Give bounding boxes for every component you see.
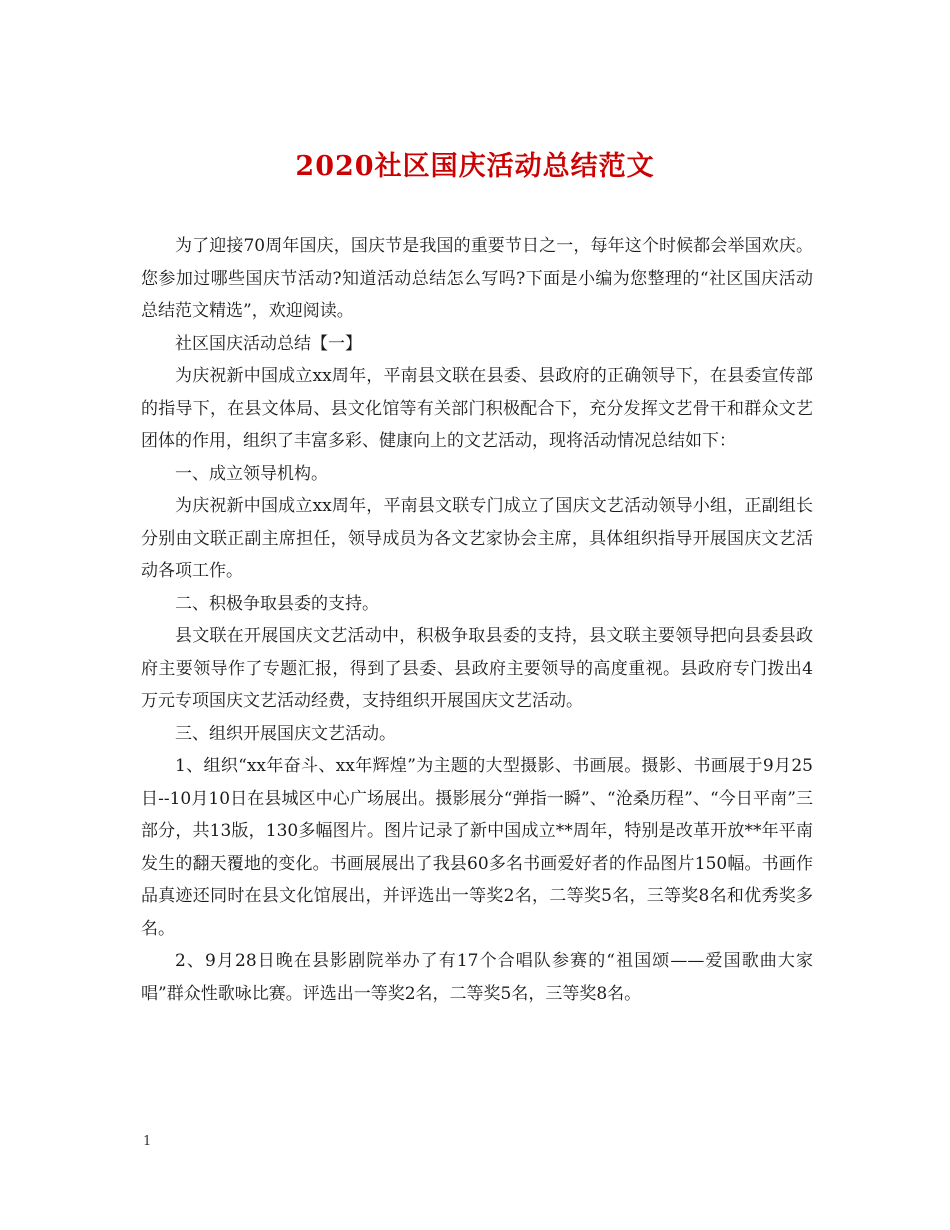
body-paragraph: 县文联在开展国庆文艺活动中，积极争取县委的支持，县文联主要领导把向县委县政府主要领导作了专题汇报，得到了县委、县政府主要领导的高度重视。县政府专门拨出4万元专项国庆文艺活动经费，支持组织开展国庆文艺活动。 bbox=[141, 626, 813, 711]
body-paragraph: 为庆祝新中国成立xx周年，平南县文联专门成立了国庆文艺活动领导小组，正副组长分别由文联正副主席担任，领导成员为各文艺家协会主席，具体组织指导开展国庆文艺活动各项工作。 bbox=[141, 496, 813, 581]
subsection-heading: 三、组织开展国庆文艺活动。 bbox=[175, 723, 396, 744]
page-number: 1 bbox=[143, 1134, 152, 1149]
document-body bbox=[141, 230, 813, 1010]
section-heading: 社区国庆活动总结【一】 bbox=[175, 333, 362, 354]
body-paragraph: 2、9月28日晚在县影剧院举办了有17个合唱队参赛的“祖国颂——爱国歌曲大家唱”群众性歌咏比赛。评选出一等奖2名，二等奖5名，三等奖8名。 bbox=[141, 951, 813, 1004]
body-paragraph: 为庆祝新中国成立xx周年，平南县文联在县委、县政府的正确领导下，在县委宣传部的指导下，在县文体局、县文化馆等有关部门积极配合下，充分发挥文艺骨干和群众文艺团体的作用，组织了丰富多彩、健康向上的文艺活动，现将活动情况总结如下： bbox=[141, 366, 813, 451]
subsection-heading: 二、积极争取县委的支持。 bbox=[175, 593, 379, 614]
body-paragraph: 1、组织“xx年奋斗、xx年辉煌”为主题的大型摄影、书画展。摄影、书画展于9月25日--10月10日在县城区中心广场展出。摄影展分“弹指一瞬”、“沧桑历程”、“今日平南”三部分，共13版，130多幅图片。图片记录了新中国成立**周年，特别是改革开放**年平南发生的翻天覆地的变化。书画展展出了我县60多名书画爱好者的作品图片150幅。书画作品真迹还同时在县文化馆展出，并评选出一等奖2名，二等奖5名，三等奖8名和优秀奖多名。 bbox=[141, 756, 813, 939]
intro-paragraph: 为了迎接70周年国庆，国庆节是我国的重要节日之一，每年这个时候都会举国欢庆。您参加过哪些国庆节活动?知道活动总结怎么写吗?下面是小编为您整理的“社区国庆活动总结范文精选”，欢迎阅读。 bbox=[141, 236, 813, 321]
document-title: 2020社区国庆活动总结范文 bbox=[295, 151, 655, 183]
subsection-heading: 一、成立领导机构。 bbox=[175, 463, 328, 484]
